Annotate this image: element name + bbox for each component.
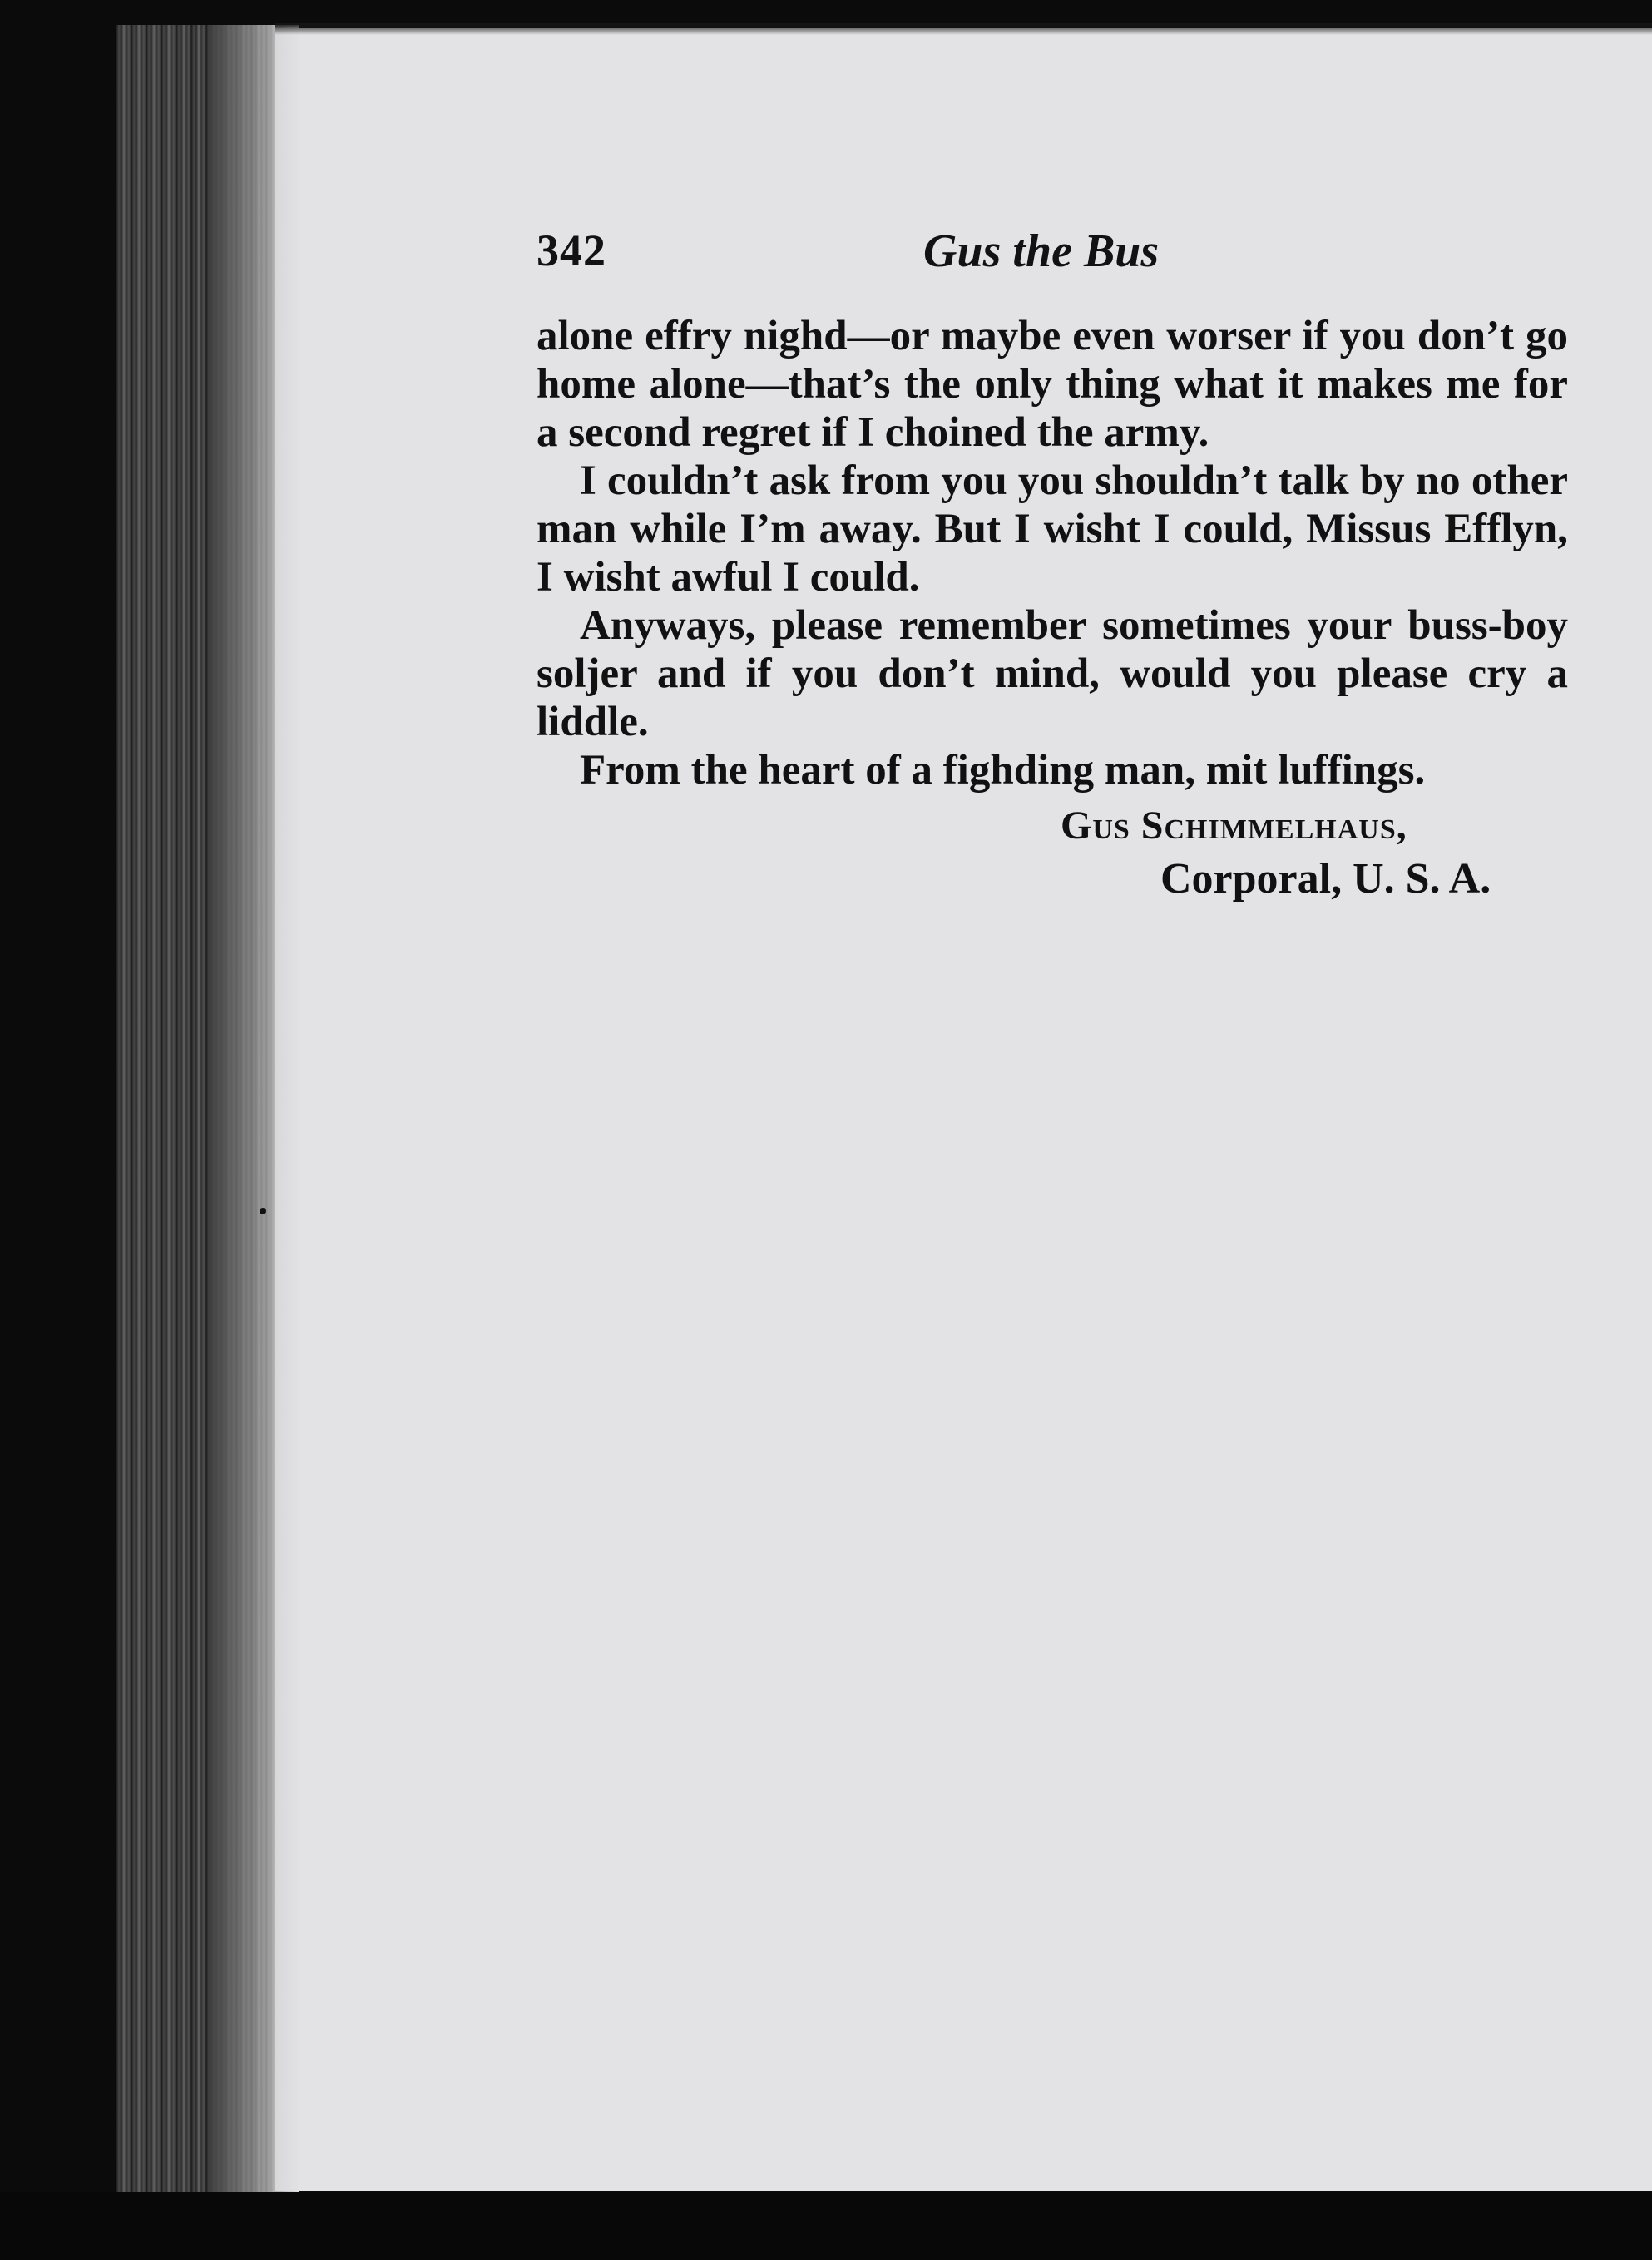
- scan-speck: [260, 1208, 266, 1214]
- page-number: 342: [537, 225, 606, 275]
- page-header: [537, 225, 1568, 291]
- page-top-shadow: [275, 23, 1652, 35]
- paragraph: alone effry nighd—or maybe even worser if you don’t go home alone—that’s the only thing what it makes me for a second regret if I choined the army.: [537, 313, 1568, 456]
- running-title: Gus the Bus: [923, 225, 1160, 277]
- signature-name: Gus Schimmelhaus,: [1061, 804, 1407, 848]
- paragraph: I couldn’t ask from you you shouldn’t talk by no other man while I’m away. But I wisht I could, Missus Efflyn, I wisht awful I could.: [537, 457, 1568, 601]
- paragraph: From the heart of a fighding man, mit luffings.: [580, 747, 1426, 794]
- paragraph: Anyways, please remember sometimes your buss-boy soljer and if you don’t mind, would you please cry a liddle.: [537, 602, 1568, 745]
- scan-bottom-border: [0, 2192, 1652, 2260]
- body-text: [537, 312, 1568, 794]
- signature-rank: Corporal, U. S. A.: [1160, 855, 1491, 903]
- gutter-shadow: [208, 25, 299, 2196]
